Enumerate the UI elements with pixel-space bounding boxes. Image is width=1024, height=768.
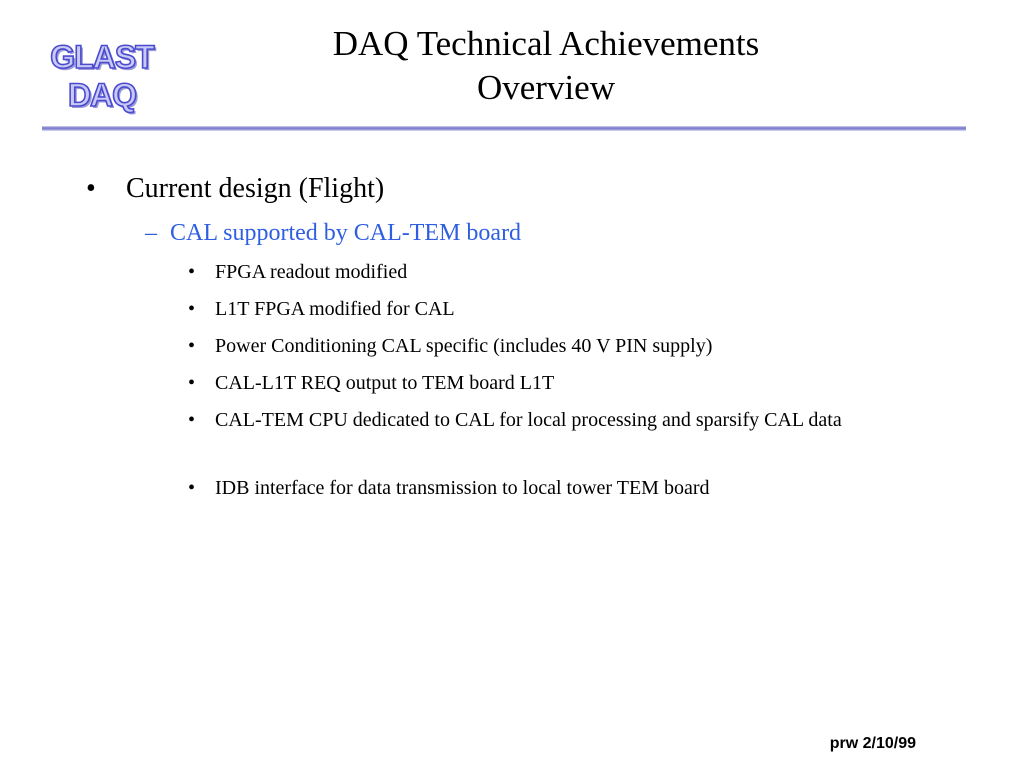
sub-bullet-item <box>188 331 928 361</box>
dash-marker: – <box>145 220 157 246</box>
sub-bullet-item <box>188 257 928 287</box>
bullet-marker: • <box>86 173 96 204</box>
sub-bullet-marker: • <box>188 335 196 357</box>
sub-bullet-marker: • <box>188 372 196 394</box>
sub-bullet-item <box>188 473 928 503</box>
sub-bullet-text: CAL-L1T REQ output to TEM board L1T <box>215 372 555 394</box>
sub-bullet-item <box>188 294 928 324</box>
sub-bullet-item <box>188 368 928 398</box>
sub-bullet-text: IDB interface for data transmission to local tower TEM board <box>215 477 710 499</box>
sub-bullet-text: CAL-TEM CPU dedicated to CAL for local processing and sparsify CAL data <box>215 409 842 431</box>
sub-bullet-text: Power Conditioning CAL specific (includes 40 V PIN supply) <box>215 335 713 357</box>
sub-bullet-text: L1T FPGA modified for CAL <box>215 298 455 320</box>
footer-author-date: prw 2/10/99 <box>829 735 916 752</box>
logo-line-glast: GLAST <box>50 39 154 75</box>
sub-bullet-marker: • <box>188 477 196 499</box>
sub-bullet-marker: • <box>188 409 196 431</box>
slide-title-line-1: DAQ Technical Achievements <box>332 24 760 63</box>
slide-title-line-2: Overview <box>476 68 615 107</box>
sub-bullet-marker: • <box>188 261 196 283</box>
logo-line-daq: DAQ <box>67 77 137 113</box>
sub-bullet-text: FPGA readout modified <box>215 261 408 283</box>
sub-bullet-item <box>188 405 928 435</box>
bullet-text-cal-supported: CAL supported by CAL-TEM board <box>170 220 522 246</box>
bullet-text-current-design: Current design (Flight) <box>126 173 385 204</box>
sub-bullet-marker: • <box>188 298 196 320</box>
